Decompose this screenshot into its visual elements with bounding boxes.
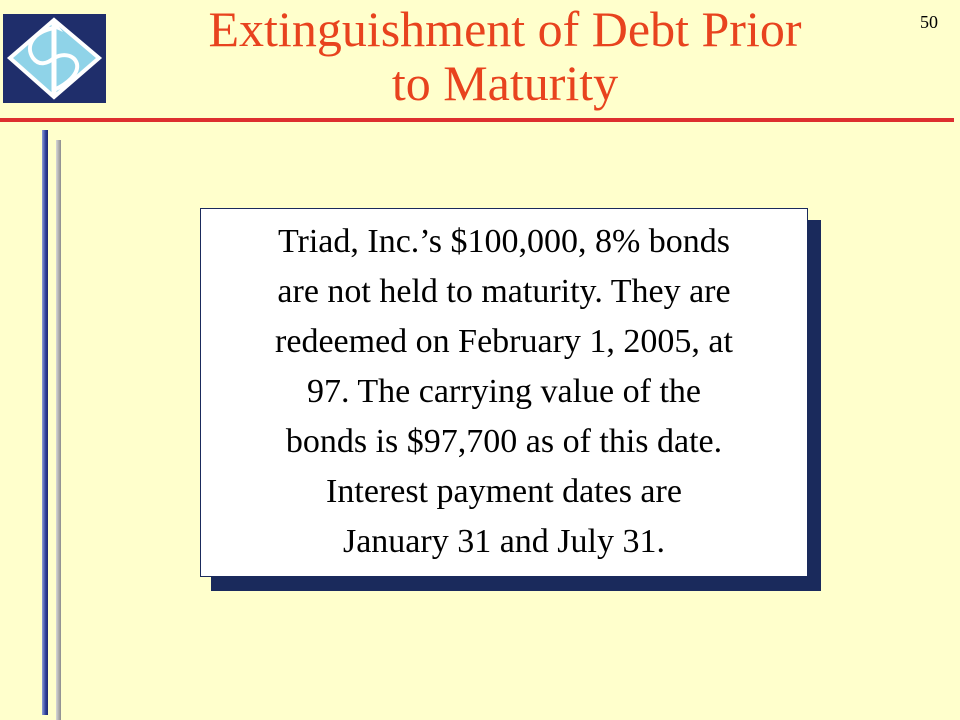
callout-line: bonds is $97,700 as of this date.	[285, 423, 723, 460]
slide-number: 50	[920, 12, 938, 32]
title-line-1: Extinguishment of Debt Prior	[208, 1, 802, 57]
left-accent-bar-dark	[42, 130, 48, 715]
callout-line: redeemed on February 1, 2005, at	[275, 323, 733, 360]
callout-line: Triad, Inc.’s $100,000, 8% bonds	[277, 223, 731, 260]
callout-line: 97. The carrying value of the	[306, 373, 701, 410]
callout-text	[207, 217, 801, 567]
callout-box	[200, 208, 808, 577]
callout-line: are not held to maturity. They are	[277, 273, 731, 310]
diamond-compass-logo-icon	[3, 14, 106, 103]
callout-line: Interest payment dates are	[326, 473, 682, 510]
callout-line: January 31 and July 31.	[342, 523, 665, 560]
left-accent-bar-light	[56, 140, 61, 720]
title-divider	[0, 118, 954, 122]
page-title	[110, 2, 900, 110]
title-line-2: to Maturity	[391, 55, 619, 111]
